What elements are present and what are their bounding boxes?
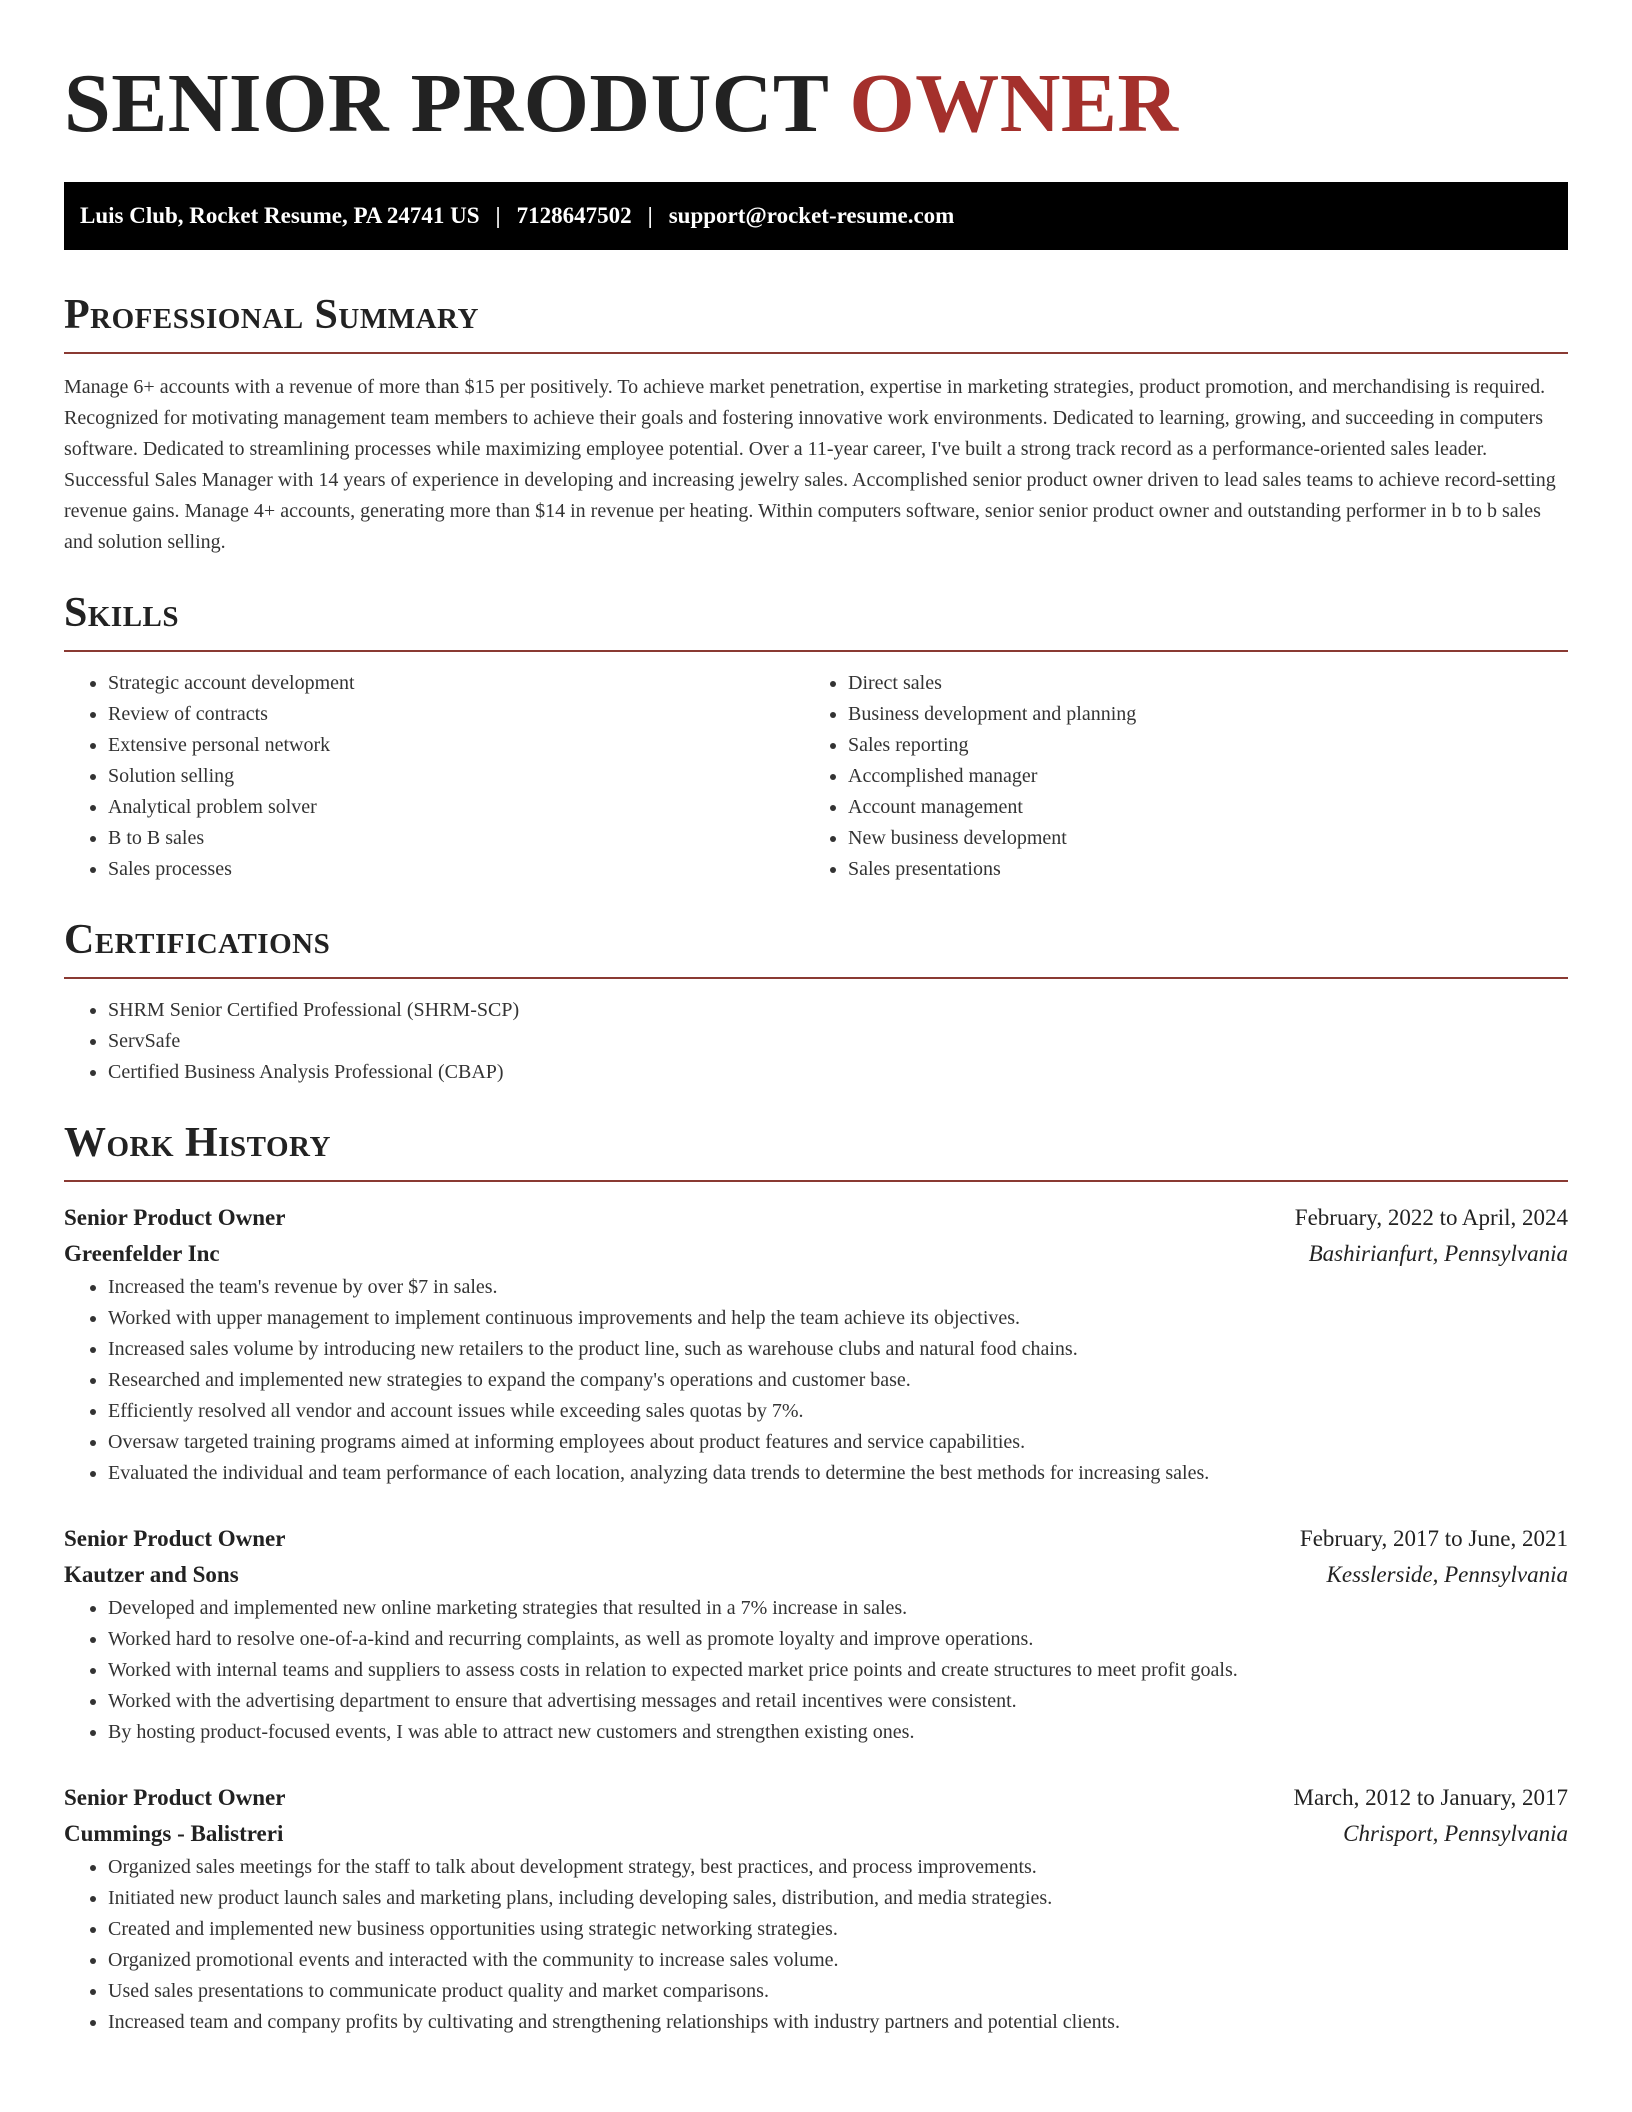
job-bullet: • Increased sales volume by introducing new retailers to the product line, such as warehouse clubs and natural food chains. xyxy=(108,1334,1568,1365)
contact-email: support@rocket-resume.com xyxy=(668,203,955,228)
skill-item: • Extensive personal network xyxy=(108,730,804,761)
job-bullet: • Organized sales meetings for the staff to talk about development strategy, best practices, and process improvements. xyxy=(108,1852,1568,1883)
job-bullet: • By hosting product-focused events, I was able to attract new customers and strengthen existing ones. xyxy=(108,1717,1568,1748)
skill-item: • Business development and planning xyxy=(848,699,1544,730)
skills-section xyxy=(64,588,1568,885)
job-entry xyxy=(64,1780,1568,2038)
job-bullet: • Worked with the advertising department to ensure that advertising messages and retail incentives were consistent. xyxy=(108,1686,1568,1717)
job-bullet: • Increased team and company profits by cultivating and strengthening relationships with industry partners and potential clients. xyxy=(108,2007,1568,2038)
job-bullet: • Developed and implemented new online marketing strategies that resulted in a 7% increase in sales. xyxy=(108,1593,1568,1624)
job-dates: March, 2012 to January, 2017 xyxy=(1293,1785,1568,1810)
job-header-row xyxy=(64,1200,1568,1236)
job-bullet: • Efficiently resolved all vendor and account issues while exceeding sales quotas by 7%. xyxy=(108,1396,1568,1427)
skill-item: • Sales processes xyxy=(108,854,804,885)
summary-heading: Professional Summary xyxy=(64,292,479,338)
certifications-heading: Certifications xyxy=(64,917,331,963)
job-bullet-list xyxy=(64,1593,1568,1748)
job-title: Senior Product Owner xyxy=(64,1785,286,1810)
job-bullet: • Worked hard to resolve one-of-a-kind and recurring complaints, as well as promote loyalty and improve operations. xyxy=(108,1624,1568,1655)
certification-item: • Certified Business Analysis Professional (CBAP) xyxy=(108,1057,1568,1088)
job-bullet: • Organized promotional events and interacted with the community to increase sales volume. xyxy=(108,1945,1568,1976)
job-entry xyxy=(64,1200,1568,1489)
job-header-row xyxy=(64,1521,1568,1557)
job-location: Bashirianfurt, Pennsylvania xyxy=(1308,1241,1568,1266)
resume-title xyxy=(64,0,1568,150)
job-bullet-list xyxy=(64,1272,1568,1489)
contact-bar xyxy=(64,182,1568,250)
job-bullet: • Initiated new product launch sales and marketing plans, including developing sales, distribution, and media strategies. xyxy=(108,1883,1568,1914)
skills-columns xyxy=(64,668,1568,885)
job-location: Chrisport, Pennsylvania xyxy=(1343,1821,1568,1846)
job-bullet: • Evaluated the individual and team performance of each location, analyzing data trends to determine the best methods for increasing sales. xyxy=(108,1458,1568,1489)
skill-item: • Account management xyxy=(848,792,1544,823)
skill-item: • New business development xyxy=(848,823,1544,854)
summary-section xyxy=(64,290,1568,558)
skill-item: • Strategic account development xyxy=(108,668,804,699)
job-company: Cummings - Balistreri xyxy=(64,1821,284,1846)
job-bullet: • Researched and implemented new strategies to expand the company's operations and customer base. xyxy=(108,1365,1568,1396)
skills-right-list xyxy=(804,668,1544,885)
job-bullet-list xyxy=(64,1852,1568,2038)
contact-separator: | xyxy=(647,203,653,228)
job-title: Senior Product Owner xyxy=(64,1526,286,1551)
section-divider xyxy=(64,977,1568,979)
skill-item: • B to B sales xyxy=(108,823,804,854)
job-company: Kautzer and Sons xyxy=(64,1562,239,1587)
job-bullet: • Worked with internal teams and suppliers to assess costs in relation to expected market price points and create structures to meet profit goals. xyxy=(108,1655,1568,1686)
certifications-list xyxy=(64,995,1568,1088)
job-title: Senior Product Owner xyxy=(64,1205,286,1230)
summary-text: Manage 6+ accounts with a revenue of more than $15 per positively. To achieve market penetration, expertise in marketing strategies, product promotion, and merchandising is required. Recognized for motivating management team members to achieve their goals and fostering innovative work environments. Dedicated to learning, growing, and succeeding in computers software. Dedicated to streamlining processes while maximizing employee potential. Over a 11-year career, I've built a strong track record as a performance-oriented sales leader. Successful Sales Manager with 14 years of experience in developing and increasing jewelry sales. Accomplished senior product owner driven to lead sales teams to achieve record-setting revenue gains. Manage 4+ accounts, generating more than $14 in revenue per heating. Within computers software, senior senior product owner and outstanding performer in b to b sales and solution selling. xyxy=(64,376,1556,553)
job-bullet: • Used sales presentations to communicate product quality and market comparisons. xyxy=(108,1976,1568,2007)
certifications-section xyxy=(64,915,1568,1088)
skills-heading: Skills xyxy=(64,590,180,636)
work-history-section xyxy=(64,1118,1568,2038)
job-dates: February, 2022 to April, 2024 xyxy=(1294,1205,1568,1230)
job-bullet: • Worked with upper management to implement continuous improvements and help the team achieve its objectives. xyxy=(108,1303,1568,1334)
job-location: Kesslerside, Pennsylvania xyxy=(1326,1562,1568,1587)
skills-left-column xyxy=(64,668,804,885)
skills-left-list xyxy=(64,668,804,885)
section-divider xyxy=(64,1180,1568,1182)
certification-item: • SHRM Senior Certified Professional (SHRM-SCP) xyxy=(108,995,1568,1026)
work-history-heading: Work History xyxy=(64,1120,331,1166)
skills-right-column xyxy=(804,668,1544,885)
job-company-row xyxy=(64,1816,1568,1852)
job-header-row xyxy=(64,1780,1568,1816)
job-company-row xyxy=(64,1557,1568,1593)
contact-separator: | xyxy=(495,203,501,228)
skill-item: • Sales presentations xyxy=(848,854,1544,885)
title-accent: OWNER xyxy=(849,57,1179,150)
title-main: SENIOR PRODUCT xyxy=(64,57,828,150)
skill-item: • Direct sales xyxy=(848,668,1544,699)
job-bullet: • Oversaw targeted training programs aimed at informing employees about product features and service capabilities. xyxy=(108,1427,1568,1458)
job-company-row xyxy=(64,1236,1568,1272)
job-company: Greenfelder Inc xyxy=(64,1241,220,1266)
job-entry xyxy=(64,1521,1568,1748)
job-bullet: • Increased the team's revenue by over $7 in sales. xyxy=(108,1272,1568,1303)
contact-phone: 7128647502 xyxy=(516,203,632,228)
skill-item: • Sales reporting xyxy=(848,730,1544,761)
section-divider xyxy=(64,352,1568,354)
job-bullet: • Created and implemented new business opportunities using strategic networking strategies. xyxy=(108,1914,1568,1945)
skill-item: • Solution selling xyxy=(108,761,804,792)
job-dates: February, 2017 to June, 2021 xyxy=(1299,1526,1568,1551)
section-divider xyxy=(64,650,1568,652)
contact-address: Luis Club, Rocket Resume, PA 24741 US xyxy=(80,203,480,228)
skill-item: • Accomplished manager xyxy=(848,761,1544,792)
skill-item: • Review of contracts xyxy=(108,699,804,730)
certification-item: • ServSafe xyxy=(108,1026,1568,1057)
skill-item: • Analytical problem solver xyxy=(108,792,804,823)
